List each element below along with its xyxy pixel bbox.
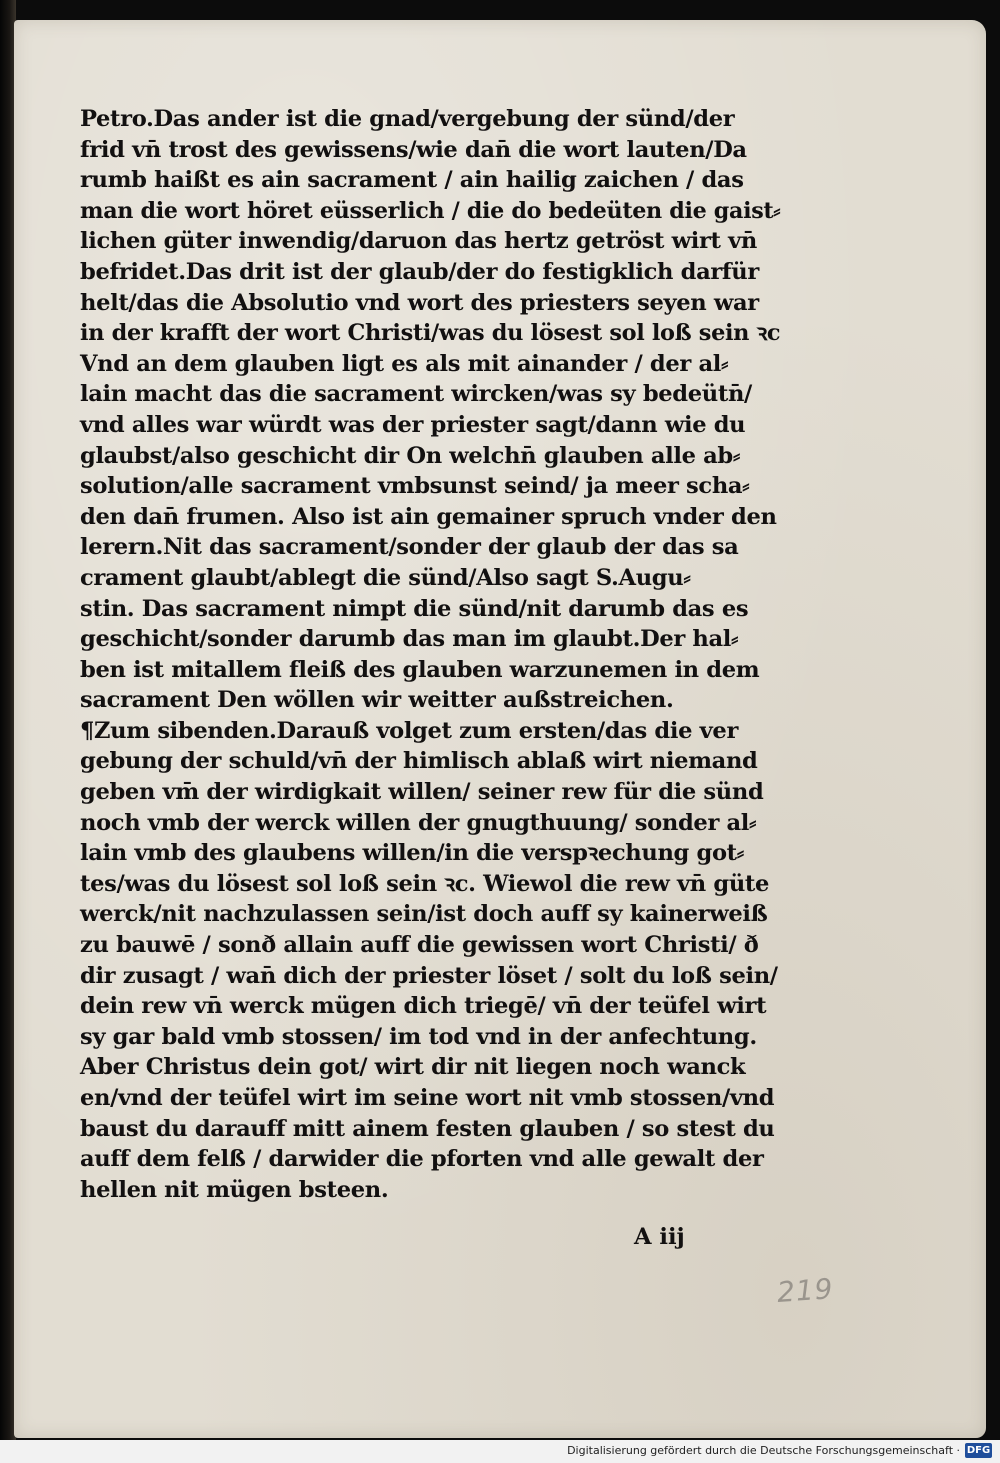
text-line: auff dem felß / darwider die pforten vnd alle gewalt der	[80, 1146, 764, 1173]
folio-number: 219	[775, 1272, 835, 1309]
text-line: lain macht das die sacrament wircken/was sy bedeütn̄/	[80, 381, 752, 408]
text-line: sy gar bald vmb stossen/ im tod vnd in der anfechtung.	[80, 1023, 757, 1050]
text-line: man die wort höret eüsserlich / die do bedeüten die gaist⸗	[80, 197, 781, 224]
body-text	[80, 104, 780, 1205]
text-line: en/vnd der teüfel wirt im seine wort nit vmb stossen/vnd	[80, 1085, 775, 1111]
funding-credit: Digitalisierung gefördert durch die Deutsche Forschungsgemeinschaft ·	[567, 1444, 960, 1457]
text-line: lichen güter inwendig/daruon das hertz getröst wirt vn̄	[80, 228, 758, 255]
text-line: vnd alles war würdt was der priester sagt/dann wie du	[80, 411, 746, 438]
book-page	[14, 20, 986, 1438]
text-line: sacrament Den wöllen wir weitter außstreichen.	[80, 687, 674, 714]
text-line: crament glaubt/ablegt die sünd/Also sagt S.Augu⸗	[80, 564, 691, 591]
text-line: ¶Zum sibenden.Darauß volget zum ersten/das die ver	[80, 717, 738, 744]
signature-mark: A iij	[634, 1224, 685, 1250]
text-line: den dan̄ frumen. Also ist ain gemainer spruch vnder den	[80, 503, 777, 530]
text-line: lerern.Nit das sacrament/sonder der glaub der das sa	[80, 534, 739, 561]
text-line: noch vmb der werck willen der gnugthuung/ sonder al⸗	[80, 809, 757, 836]
text-line: lain vmb des glaubens willen/in die verspꝛechung got⸗	[80, 840, 744, 867]
text-line: befridet.Das drit ist der glaub/der do festigklich darfür	[80, 258, 759, 285]
text-line: in der krafft der wort Christi/was du lösest sol loß sein ꝛc	[80, 320, 781, 347]
text-line: rumb haißt es ain sacrament / ain hailig zaichen / das	[80, 167, 744, 194]
text-line: baust du darauff mitt ainem festen glauben / so stest du	[80, 1115, 775, 1142]
text-line: Aber Christus dein got/ wirt dir nit liegen noch wanck	[80, 1054, 746, 1081]
text-line: zu bauwē / sonð allain auff die gewissen wort Christi/ ð	[80, 932, 759, 959]
text-line: stin. Das sacrament nimpt die sünd/nit darumb das es	[80, 595, 749, 622]
footer-bar	[0, 1440, 1000, 1463]
text-line: helt/das die Absolutio vnd wort des priesters seyen war	[80, 289, 759, 316]
text-line: solution/alle sacrament vmbsunst seind/ ja meer scha⸗	[80, 473, 750, 500]
text-line: Petro.Das ander ist die gnad/vergebung der sünd/der	[80, 106, 735, 132]
text-line: geschicht/sonder darumb das man im glaubt.Der hal⸗	[80, 626, 739, 653]
text-line: dein rew vn̄ werck mügen dich triegē/ vn̄ der teüfel wirt	[80, 993, 767, 1020]
text-line: glaubst/also geschicht dir On welchn̄ glauben alle ab⸗	[80, 442, 741, 469]
text-line: gebung der schuld/vn̄ der himlisch ablaß wirt niemand	[80, 748, 758, 775]
text-line: tes/was du lösest sol loß sein ꝛc. Wiewol die rew vn̄ güte	[80, 870, 770, 897]
text-line: frid vn̄ trost des gewissens/wie dan̄ die wort lauten/Da	[80, 136, 747, 163]
text-line: Vnd an dem glauben ligt es als mit ainander / der al⸗	[80, 350, 729, 377]
text-line: hellen nit mügen bsteen.	[80, 1176, 389, 1203]
text-line: ben ist mitallem fleiß des glauben warzunemen in dem	[80, 656, 760, 683]
text-line: dir zusagt / wan̄ dich der priester löset / solt du loß sein/	[80, 962, 778, 989]
text-line: geben vm̄ der wirdigkait willen/ seiner rew für die sünd	[80, 779, 764, 806]
dfg-logo[interactable]: DFG	[966, 1445, 991, 1456]
text-line: werck/nit nachzulassen sein/ist doch auff sy kainerweiß	[80, 901, 768, 928]
